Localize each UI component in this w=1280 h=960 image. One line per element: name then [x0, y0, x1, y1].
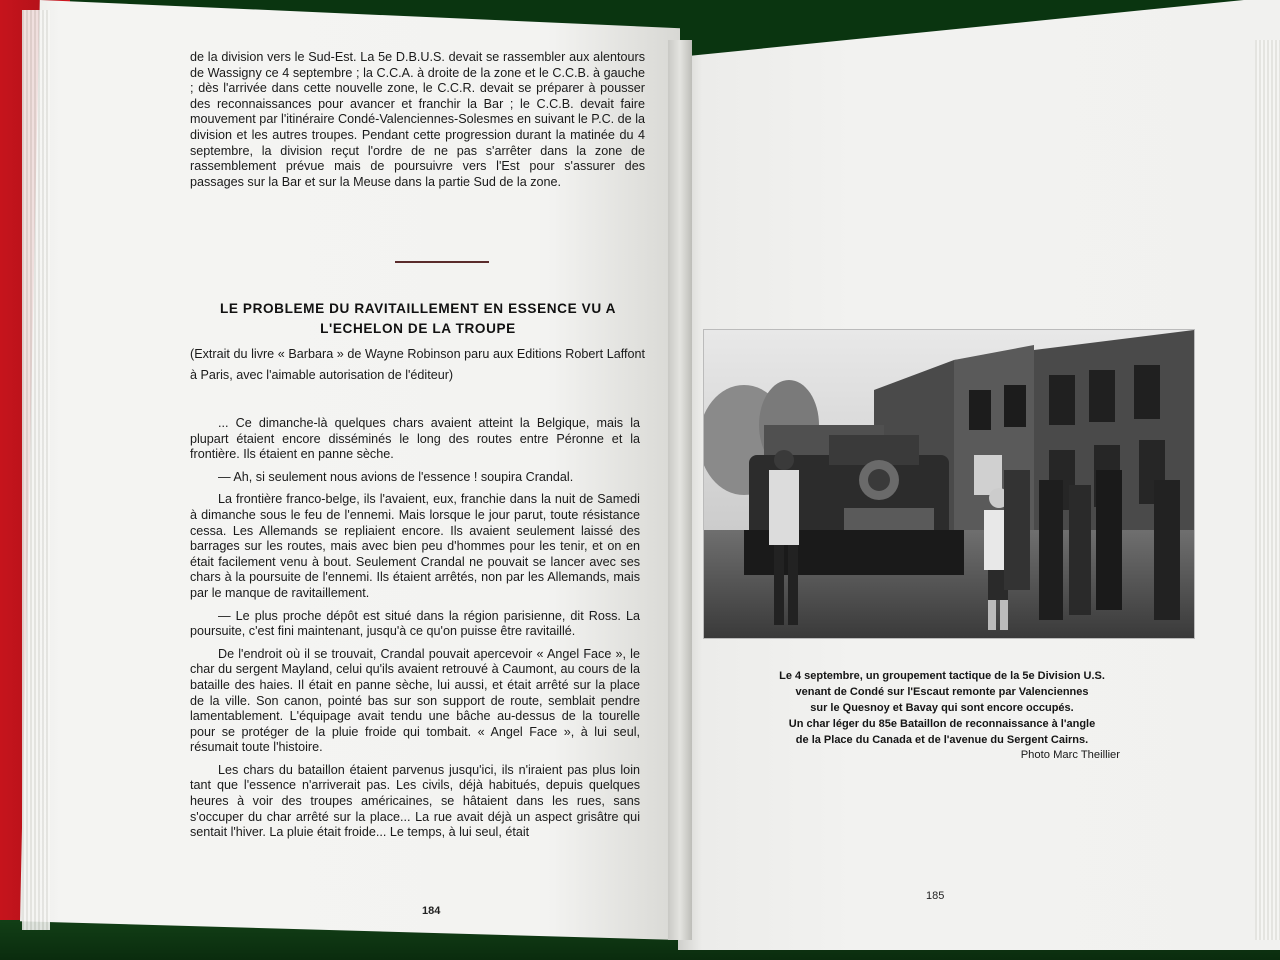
page-number-right: 185: [926, 890, 945, 902]
street-scene-photo: [704, 330, 1194, 638]
story-body: [190, 416, 640, 841]
section-heading: LE PROBLEME DU RAVITAILLEMENT EN ESSENCE VU A L'ECHELON DE LA TROUPE: [219, 301, 617, 336]
tank-photograph: [703, 329, 1195, 639]
caption-line: sur le Quesnoy et Bavay qui sont encore occupés.: [810, 702, 1074, 714]
photo-credit: Photo Marc Theillier: [1020, 749, 1120, 761]
page-number-left: 184: [422, 905, 441, 917]
story-paragraph: La frontière franco-belge, ils l'avaient, eux, franchie dans la nuit de Samedi à dimanche sous le feu de l'ennemi. Mais lorsque le jour parut, toute résistance cessa. Les Allemands se repliaient encore. Ils avaient seulement laissé des barrages sur les routes, mais avec bien peu d'hommes pour les tenir, et on en était facilement venu à bout. Seulement Crandal ne pouvait se lancer avec ses chars à la poursuite de l'ennemi. Ils étaient arrêtés, non par les Allemands, mais par le manque de ravitaillement.: [190, 492, 640, 600]
extract-note: (Extrait du livre « Barbara » de Wayne Robinson paru aux Editions Robert Laffont à Paris, avec l'aimable autorisation de l'éditeur): [190, 347, 645, 382]
caption-line: Le 4 septembre, un groupement tactique de la 5e Division U.S.: [779, 670, 1105, 682]
caption-line: Un char léger du 85e Bataillon de reconnaissance à l'angle: [788, 718, 1096, 730]
intro-paragraph: [190, 50, 645, 190]
story-paragraph: — Le plus proche dépôt est situé dans la région parisienne, dit Ross. La poursuite, c'est fini maintenant, jusqu'à ce qu'on puisse être ravitaillé.: [190, 608, 640, 639]
caption-line: de la Place du Canada et de l'avenue du Sergent Cairns.: [795, 734, 1089, 746]
story-paragraph: — Ah, si seulement nous avions de l'essence ! soupira Crandal.: [218, 469, 574, 484]
intro-text: de la division vers le Sud-Est. La 5e D.B.U.S. devait se rassembler aux alentours de Wassigny ce 4 septembre ; la C.C.A. à droite de la zone et le C.C.B. à gauche ; dès l'arrivée dans cette nouvelle zone, le C.C.R. devait se préparer à pousser des reconnaissances pour avancer et franchir la Bar ; le C.C.B. devait faire mouvement par l'itinéraire Condé-Valenciennes-Solesmes en suivant le P.C. de la division et les autres troupes. Pendant cette progression durant la matinée du 4 septembre, la division reçut l'ordre de ne pas s'arrêter dans la zone de rassemblement prévue mais de poursuivre vers l'Est pour s'assurer des passages sur la Bar et sur la Meuse dans la partie Sud de la zone.: [190, 50, 645, 189]
left-page-edges: [22, 10, 50, 930]
photo-caption: [742, 668, 1142, 748]
story-paragraph: De l'endroit où il se trouvait, Crandal pouvait apercevoir « Angel Face », le char du sergent Mayland, celui qu'ils avaient retrouvé à Caumont, au cours de la bataille des haies. Il était en panne sèche, lui aussi, et était arrêté sur la place de la ville. Son canon, pointé bas sur son support de route, semblait pendre lamentablement. L'équipage avait tendu une bâche au-dessus de la tourelle pour se protéger de la pluie froide qui tombait. « Angel Face », à lui seul, résumait toute l'histoire.: [190, 646, 640, 755]
right-page-edges: [1255, 40, 1280, 940]
caption-line: venant de Condé sur l'Escaut remonte par Valenciennes: [795, 686, 1089, 698]
story-paragraph: ... Ce dimanche-là quelques chars avaient atteint la Belgique, mais la plupart étaient encore disséminés le long des routes entre Péronne et la frontière. Ils étaient en panne sèche.: [190, 416, 640, 462]
section-divider: [395, 261, 489, 263]
story-paragraph: Les chars du bataillon étaient parvenus jusqu'ici, ils n'iraient pas plus loin tant que l'essence n'arriverait pas. Les civils, déjà habitués, depuis quelques heures à voir des troupes américaines, se hâtaient dans les rues, sans s'occuper du char arrêté sur la place... La rue avait déjà un aspect grisâtre qui sentait l'hiver. La pluie était froide... Le temps, à lui seul, était: [190, 762, 640, 840]
book-gutter: [668, 40, 692, 940]
